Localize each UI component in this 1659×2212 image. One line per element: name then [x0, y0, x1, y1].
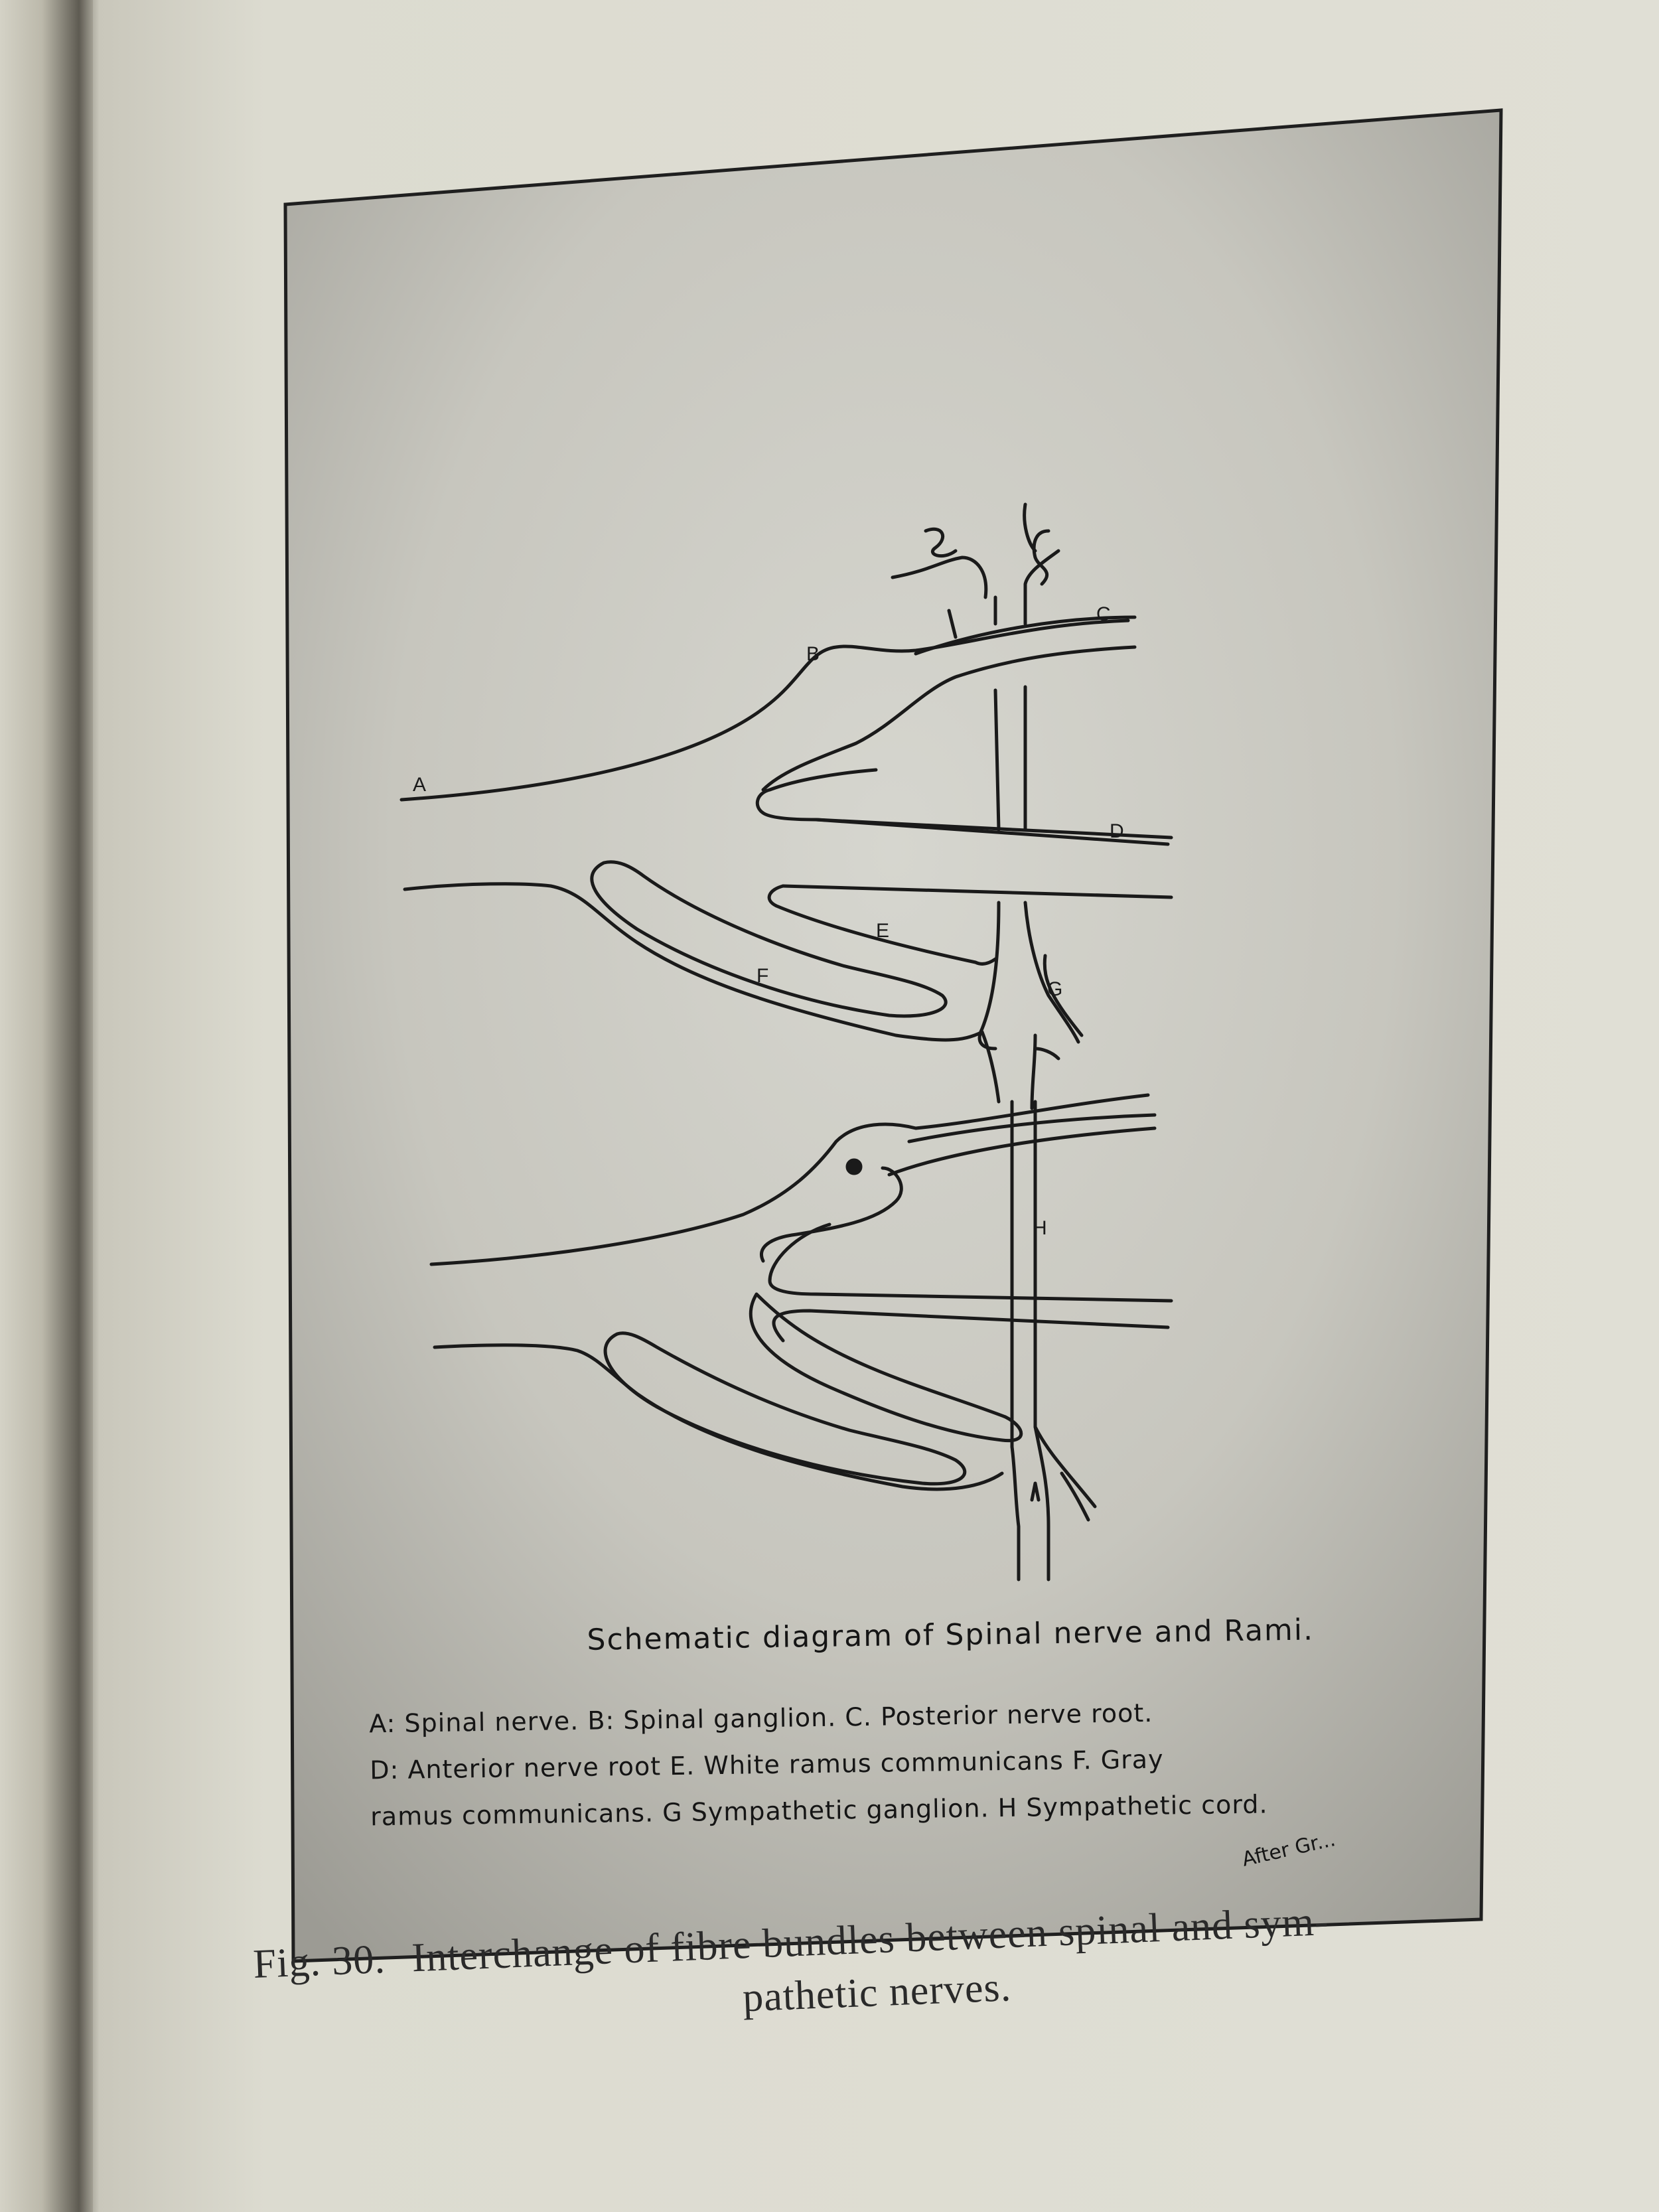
legend-line-1: A: Spinal nerve. B: Spinal ganglion. C. Posterior nerve root.	[368, 1698, 1153, 1739]
label-f: F	[757, 965, 769, 987]
legend-line-3: ramus communicans. G Sympathetic ganglion. H Sympathetic cord.	[370, 1789, 1268, 1832]
caption-line-1: Interchange of fibre bundles between spinal and sym-	[411, 1898, 1330, 1981]
label-h: H	[1033, 1217, 1047, 1239]
figure-number: Fig. 30.	[252, 1937, 387, 1987]
legend-line-2: D: Anterior nerve root E. White ramus communicans F. Gray	[369, 1744, 1164, 1785]
caption-line-2: pathetic nerves.	[741, 1964, 1013, 2021]
label-g: G	[1047, 978, 1063, 1000]
label-a: A	[413, 774, 427, 796]
label-d: D	[1110, 820, 1124, 842]
signature: After Gr...	[1240, 1827, 1338, 1872]
label-c: C	[1096, 603, 1111, 625]
diagram-title: Schematic diagram of Spinal nerve and Rami.	[587, 1613, 1315, 1657]
label-e: E	[876, 920, 890, 942]
label-b: B	[806, 643, 820, 665]
ganglion-dot	[847, 1160, 861, 1173]
